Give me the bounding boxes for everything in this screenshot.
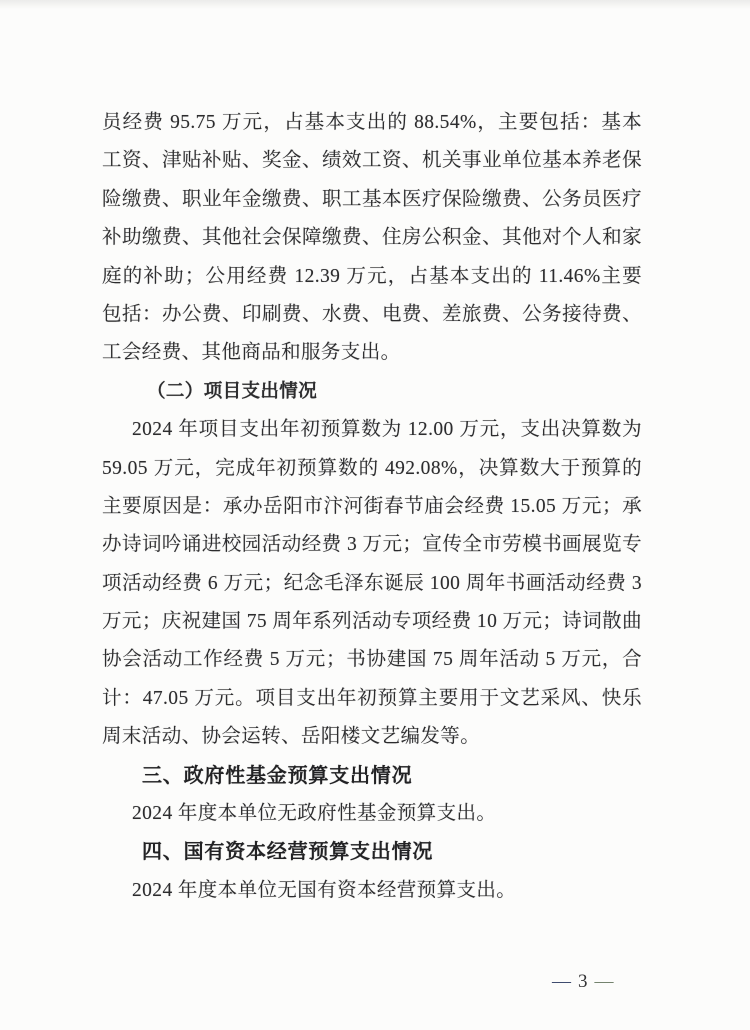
body-text-line: 包括：办公费、印刷费、水费、电费、差旅费、公务接待费、	[102, 303, 642, 325]
body-text-line: 2024 年度本单位无国有资本经营预算支出。	[132, 879, 517, 901]
page-number	[552, 970, 614, 994]
body-text-line: 协会活动工作经费 5 万元；书协建国 75 周年活动 5 万元，合	[102, 649, 642, 671]
page-number-value: 3	[578, 971, 588, 992]
heading-government-fund-budget: 三、政府性基金预算支出情况	[142, 764, 413, 787]
body-text-line: 庭的补助；公用经费 12.39 万元，占基本支出的 11.46%主要	[102, 265, 642, 287]
body-text-line: 万元；庆祝建国 75 周年系列活动专项经费 10 万元；诗词散曲	[102, 611, 642, 633]
subheading-project-expenditure: （二）项目支出情况	[147, 381, 318, 402]
scan-edge-shadow	[0, 0, 750, 9]
body-text-line: 补助缴费、其他社会保障缴费、住房公积金、其他对个人和家	[102, 227, 642, 249]
body-text-line: 工会经费、其他商品和服务支出。	[102, 342, 401, 364]
body-text-line: 2024 年项目支出年初预算数为 12.00 万元，支出决算数为	[132, 419, 642, 441]
body-text-line: 员经费 95.75 万元，占基本支出的 88.54%，主要包括：基本	[102, 112, 642, 133]
body-text-line: 项活动经费 6 万元；纪念毛泽东诞辰 100 周年书画活动经费 3	[102, 572, 642, 594]
page-number-dash-right: —	[594, 971, 614, 992]
body-text-line: 险缴费、职业年金缴费、职工基本医疗保险缴费、公务员医疗	[102, 188, 642, 210]
body-text-line: 计：47.05 万元。项目支出年初预算主要用于文艺采风、快乐	[102, 687, 642, 709]
heading-state-capital-budget: 四、国有资本经营预算支出情况	[142, 841, 434, 864]
body-text-line: 周末活动、协会运转、岳阳楼文艺编发等。	[102, 726, 481, 748]
body-text-line: 办诗词吟诵进校园活动经费 3 万元；宣传全市劳模书画展览专	[102, 534, 642, 556]
page-number-dash-left: —	[552, 971, 571, 992]
body-text-line: 工资、津贴补贴、奖金、绩效工资、机关事业单位基本养老保	[102, 150, 642, 172]
document-body	[102, 104, 642, 910]
body-text-line: 2024 年度本单位无政府性基金预算支出。	[132, 803, 497, 825]
body-text-line: 主要原因是：承办岳阳市汴河街春节庙会经费 15.05 万元；承	[102, 495, 642, 517]
body-text-line: 59.05 万元，完成年初预算数的 492.08%，决算数大于预算的	[102, 457, 642, 479]
